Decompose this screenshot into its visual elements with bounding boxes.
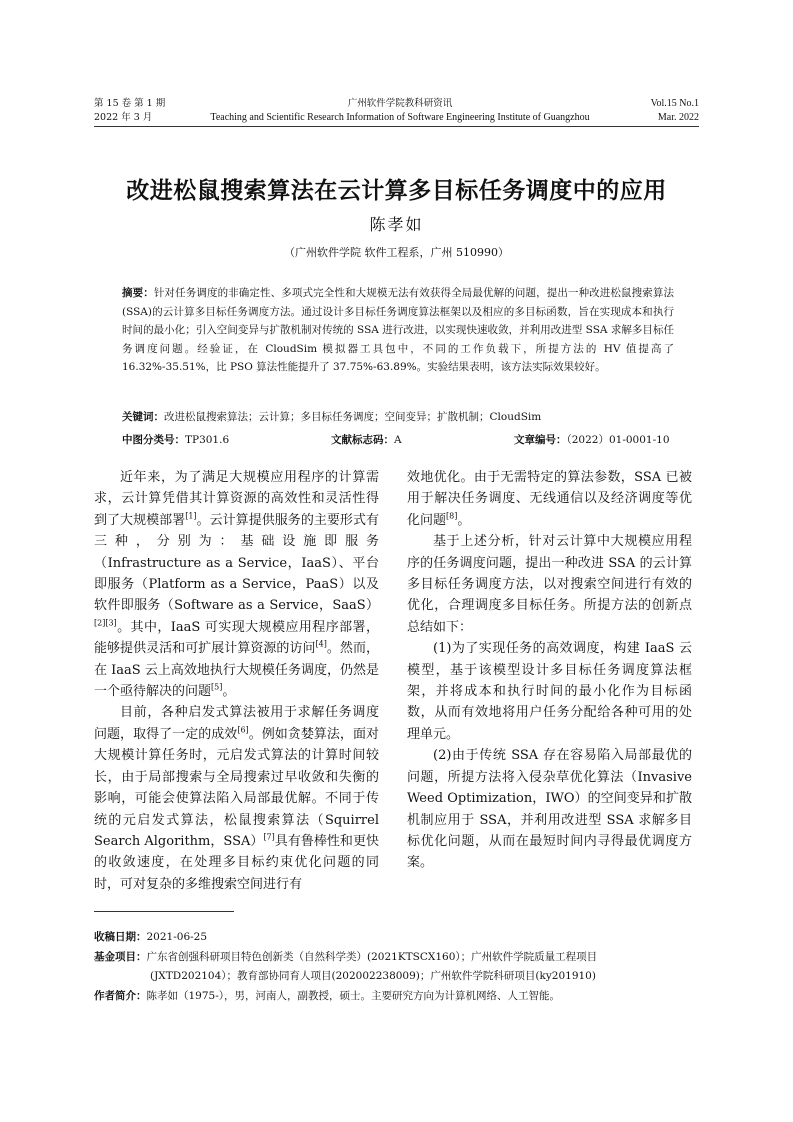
header-divider — [94, 126, 699, 127]
footnotes — [94, 928, 704, 1006]
abstract — [122, 284, 674, 377]
body-text: 。 — [457, 512, 471, 528]
body-text: 近年来，为了满足大规模应用程序的计算需求，云计算凭借其计算资源的高效性和灵活性得到了大规模部署 — [94, 470, 379, 528]
bio-label: 作者简介： — [94, 989, 147, 1002]
citation: [7] — [263, 832, 275, 842]
body-paragraph — [94, 702, 379, 895]
body-text: 。例如贪婪算法，面对大规模计算任务时，元启发式算法的计算时间较长，由于局部搜索与全局搜索过早收敛和失衡的影响，可能会使算法陷入局部最优解。不同于传统的元启发式算法，松鼠搜索算法（Squirrel Search Algorithm，SSA） — [94, 726, 379, 849]
received-date — [94, 928, 704, 948]
keywords-label: 关键词： — [122, 411, 164, 423]
author-bio — [94, 987, 704, 1007]
keywords-text: 改进松鼠搜索算法；云计算；多目标任务调度；空间变异；扩散机制；CloudSim — [164, 411, 542, 423]
body-text: 效地优化。由于无需特定的算法参数，SSA 已被用于解决任务调度、无线通信以及经济调度等优化问题 — [407, 470, 692, 528]
header-vol-no: Vol.15 No.1 — [650, 98, 699, 109]
citation: [8] — [446, 511, 458, 521]
citation: [5] — [211, 682, 223, 692]
body-text: 。云计算提供服务的主要形式有三种，分别为：基础设施即服务（Infrastructure as a Service，IaaS）、平台即服务（Platform as a Service，PaaS）以及软件即服务（Software as a Service，SaaS） — [94, 512, 379, 614]
header-journal-en: Teaching and Scientific Research Information of Software Engineering Institute of Guangzhou — [210, 112, 590, 123]
header-month: Mar. 2022 — [657, 112, 699, 123]
citation: [1] — [185, 511, 197, 521]
body-paragraph: 基于上述分析，针对云计算中大规模应用程序的任务调度问题，提出一种改进 SSA 的云计算多目标任务调度方法，以对搜索空间进行有效的优化，合理调度多目标任务。所提方法的创新点总结如下： — [407, 534, 692, 635]
header-date: 2022 年 3 月 — [94, 112, 153, 123]
header-volume-en — [651, 97, 699, 125]
article-number-value: （2022）01-0001-10 — [566, 434, 670, 446]
citation: [4] — [315, 639, 327, 649]
abstract-text: 针对任务调度的非确定性、多项式完全性和大规模无法有效获得全局最优解的问题，提出一种改进松鼠搜索算法(SSA)的云计算多目标任务调度方法。通过设计多目标任务调度算法框架以及相应的多目标函数，旨在实现成本和执行时间的最小化；引入空间变异与扩散机制对传统的 SSA 进行改进，以实现快速收敛，并利用改进型 SSA 求解多目标任务调度问题。经验证，在 CloudSim 模拟器工具包中，不同的工作负载下，所提方法的 HV 值提高了 16.32%-35.51%，比 PSO 算法性能提升了 37.75%-63.89%。实验结果表明，该方法实际效果较好。 — [122, 287, 675, 374]
body-text: 。然而，在 IaaS 云上高效地执行大规模任务调度，仍然是一个亟待解决的问题 — [94, 641, 379, 700]
fund-label: 基金项目： — [94, 950, 147, 963]
citation: [2][3] — [94, 618, 117, 628]
paper-author: 陈孝如 — [369, 215, 424, 234]
abstract-label: 摘要： — [122, 287, 154, 299]
clc-number — [122, 432, 229, 448]
body-paragraph: (1)为了实现任务的高效调度，构建 IaaS 云模型，基于该模型设计多目标任务调度算法框架，并将成本和执行时间的最小化作为目标函数，从而有效地将用户任务分配给各种可用的处理单元。 — [407, 641, 692, 742]
body-text: 目前，各种启发式算法被用于求解任务调度问题，取得了一定的成效 — [94, 705, 379, 742]
body-text: 。 — [222, 684, 236, 700]
doc-code-value: A — [394, 434, 402, 446]
bio-value: 陈孝如（1975-），男，河南人，副教授，硕士。主要研究方向为计算机网络、人工智能。 — [146, 989, 561, 1002]
clc-label: 中图分类号： — [122, 434, 185, 446]
body-paragraph: (2)由于传统 SSA 存在容易陷入局部最优的问题，所提方法将入侵杂草优化算法（Invasive Weed Optimization，IWO）的空间变异和扩散机制应用于 SSA，并利用改进型 SSA 求解多目标优化问题，从而在最短时间内寻得最优调度方案。 — [407, 748, 692, 871]
citation: [6] — [237, 725, 249, 735]
paper-title: 改进松鼠搜索算法在云计算多目标任务调度中的应用 — [126, 178, 667, 204]
author-affiliation: （广州软件学院 软件工程系，广州 510990） — [284, 246, 509, 259]
article-number — [514, 432, 670, 448]
header-volume: 第 15 卷 第 1 期 — [94, 98, 166, 109]
fund-info-continued: (JXTD202104）；教育部协同育人项目(202002238009)；广州软件学院科研项目(ky201910) — [150, 970, 596, 982]
header-journal-cn: 广州软件学院教科研资讯 — [347, 98, 453, 109]
fund-info — [94, 948, 704, 968]
body-text: 。其中，IaaS 可实现大规模应用程序部署，能够提供灵活和可扩展计算资源的访问 — [94, 619, 379, 657]
body-text: 具有鲁棒性和更快的收敛速度，在处理多目标约束优化问题的同时，可对复杂的多维搜索空间进行有 — [94, 833, 379, 892]
body-column-right — [407, 467, 692, 874]
body-column-left — [94, 467, 379, 895]
received-label: 收稿日期： — [94, 931, 147, 943]
doc-code-label: 文献标志码： — [331, 434, 394, 446]
document-code — [331, 432, 402, 448]
fund-text: 广东省创强科研项目特色创新类（自然科学类）(2021KTSCX160）；广州软件学院质量工程项目 — [146, 950, 598, 963]
body-paragraph — [407, 467, 692, 531]
received-value: 2021-06-25 — [146, 931, 208, 943]
clc-value: TP301.6 — [185, 434, 230, 446]
body-paragraph — [94, 467, 379, 702]
article-number-label: 文章编号： — [514, 434, 567, 446]
keywords — [122, 409, 674, 425]
header-journal — [200, 97, 600, 125]
footnote-divider — [94, 911, 234, 912]
header-volume-issue — [94, 97, 165, 125]
